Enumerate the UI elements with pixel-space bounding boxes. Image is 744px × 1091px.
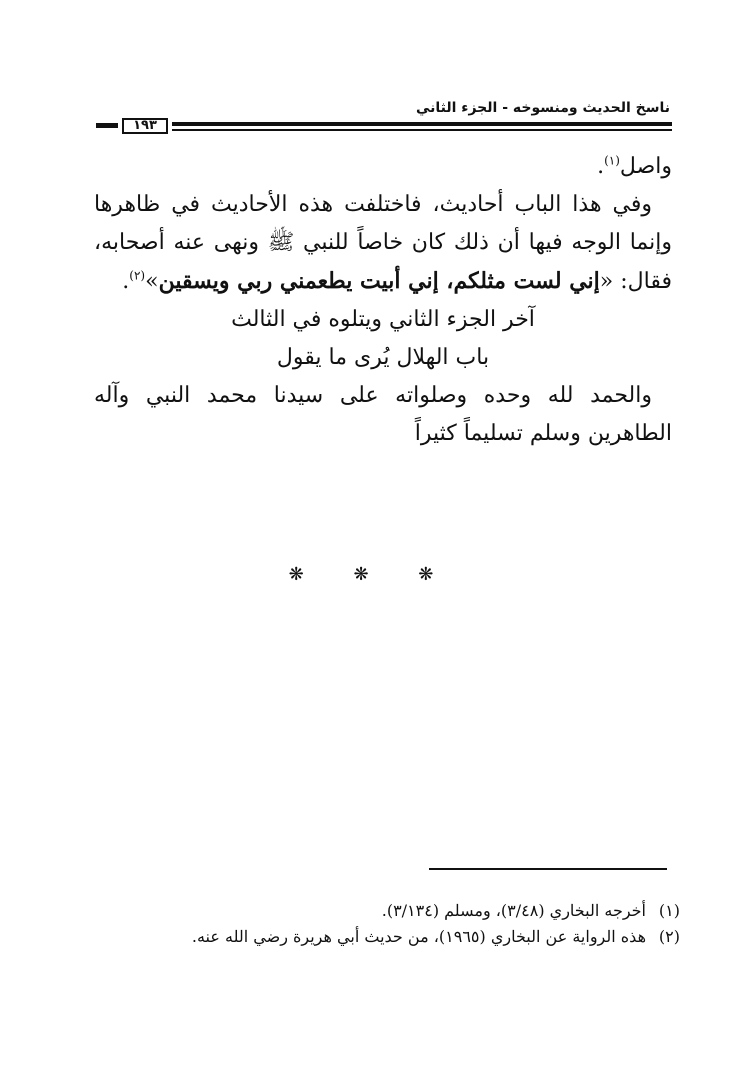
running-title: ناسخ الحديث ومنسوخه - الجزء الثاني xyxy=(415,100,670,116)
page-number: ١٩٣ xyxy=(122,118,168,134)
next-chapter-line: باب الهلال يُرى ما يقول xyxy=(276,345,490,370)
footnotes xyxy=(94,898,680,950)
footnote-number: (٢) xyxy=(658,927,680,946)
footnote-ref-1: (١) xyxy=(604,153,620,168)
footnote-rule xyxy=(429,868,667,870)
footnote-text: هذه الرواية عن البخاري (١٩٦٥)، من حديث أبي هريرة رضي الله عنه. xyxy=(191,927,646,946)
footnote-text: أخرجه البخاري (٣/٤٨)، ومسلم (٣/١٣٤). xyxy=(381,901,646,920)
closing-doxology: والحمد لله وحده وصلواته على سيدنا محمد النبي وآله الطاهرين وسلم تسليماً كثيراً xyxy=(94,383,672,446)
end-of-part-line: آخر الجزء الثاني ويتلوه في الثالث xyxy=(231,307,535,332)
quote-close: » xyxy=(145,269,159,294)
header-rule-thick xyxy=(172,122,672,126)
footnote-ref-2: (٢) xyxy=(129,268,146,283)
period: . xyxy=(597,154,605,179)
continuation-word: واصل xyxy=(619,154,672,179)
text-line-continuation xyxy=(94,148,672,186)
hadith-quote: إني لست مثلكم، إني أبيت يطعمني ربي ويسقين xyxy=(158,268,600,294)
period: . xyxy=(122,269,130,294)
paragraph-hadith xyxy=(94,186,672,301)
footnote-number: (١) xyxy=(658,901,680,920)
footnote-item xyxy=(94,924,680,950)
header-rule xyxy=(96,118,672,134)
paragraph-text: وفي هذا الباب أحاديث، فاختلفت هذه الأحاديث في ظاهرها وإنما الوجه فيها أن ذلك كان خاصاً للنبي ﷺ ونهى عنه أصحابه، فقال: « xyxy=(94,192,672,294)
main-text xyxy=(94,148,672,453)
header-rule-thin xyxy=(172,129,672,131)
asterism-separator: ❋ ❋ ❋ xyxy=(288,564,456,585)
header-rule-left xyxy=(96,123,118,128)
footnote-item xyxy=(94,898,680,924)
